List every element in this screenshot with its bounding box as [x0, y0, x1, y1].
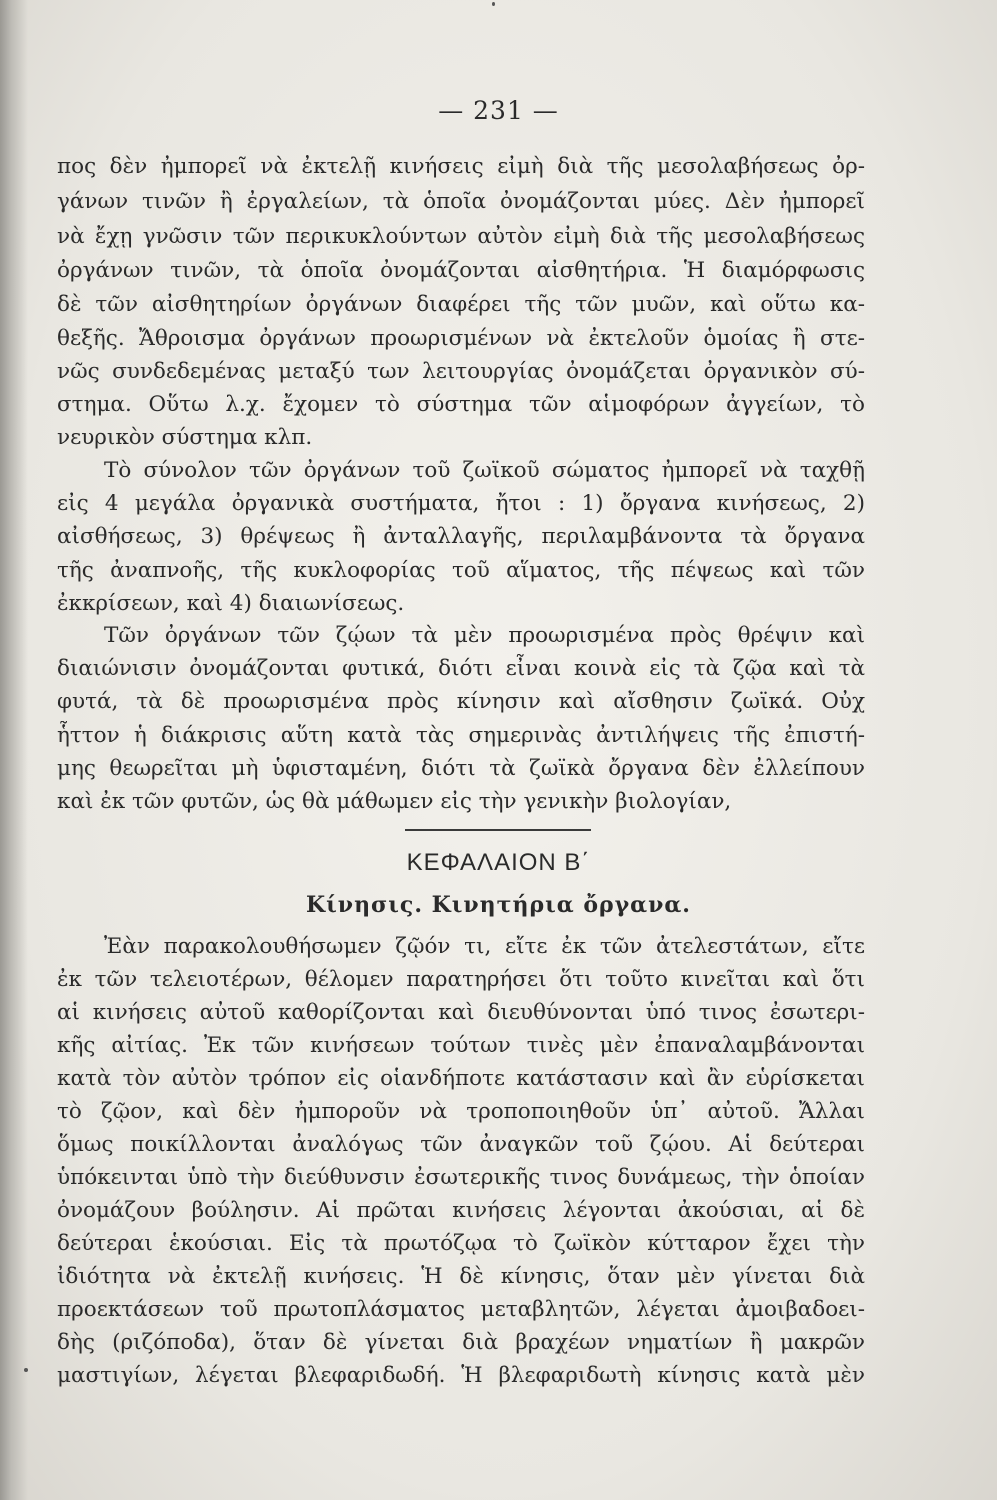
text-line: καὶ ἐκ τῶν φυτῶν, ὡς θὰ μάθωμεν εἰς τὴν γενικὴν βιολογίαν, — [57, 789, 732, 814]
text-line: τῆς ἀναπνοῆς, τῆς κυκλοφορίας τοῦ αἵματος, τῆς πέψεως καὶ τῶν — [57, 558, 865, 583]
section-divider — [405, 829, 591, 831]
text-line: προεκτάσεων τοῦ πρωτοπλάσματος μεταβλητῶν, λέγεται ἀμοιβαδοει- — [57, 1297, 865, 1322]
text-line: ἰδιότητα νὰ ἐκτελῇ κινήσεις. Ἡ δὲ κίνησις, ὅταν μὲν γίνεται διὰ — [57, 1264, 865, 1289]
paragraph-start-line: Τῶν ὀργάνων τῶν ζῴων τὰ μὲν προωρισμένα πρὸς θρέψιν καὶ — [104, 623, 865, 648]
paragraph-start-line: Ἐὰν παρακολουθήσωμεν ζῷόν τι, εἴτε ἐκ τῶν ἀτελεστάτων, εἴτε — [104, 934, 865, 959]
chapter-subtitle: Κίνησις. Κινητήρια ὄργανα. — [306, 892, 691, 918]
text-line: μης θεωρεῖται μὴ ὑφισταμένη, διότι τὰ ζωϊκὰ ὄργανα δὲν ἐλλείπουν — [57, 756, 865, 781]
text-line: θεξῆς. Ἄθροισμα ὀργάνων προωρισμένων νὰ ἐκτελοῦν ὁμοίας ἢ στε- — [57, 326, 865, 351]
text-line: εἰς 4 μεγάλα ὀργανικὰ συστήματα, ἤτοι : 1) ὄργανα κινήσεως, 2) — [57, 491, 865, 516]
text-line: δὴς (ριζόποδα), ὅταν δὲ γίνεται διὰ βραχέων νηματίων ἢ μακρῶν — [57, 1330, 865, 1355]
text-line: ἐκ τῶν τελειοτέρων, θέλομεν παρατηρήσει ὅτι τοῦτο κινεῖται καὶ ὅτι — [57, 967, 865, 992]
text-line: δεύτεραι ἑκούσιαι. Εἰς τὰ πρωτόζῳα τὸ ζωϊκὸν κύτταρον ἔχει τὴν — [57, 1231, 865, 1256]
text-line: ὀργάνων τινῶν, τὰ ὁποῖα ὀνομάζονται αἰσθητήρια. Ἡ διαμόρφωσις — [57, 258, 865, 283]
scan-speck — [492, 2, 495, 6]
chapter-heading: ΚΕΦΑΛΑΙΟΝ Β΄ — [406, 849, 591, 876]
text-line: νῶς συνδεδεμένας μεταξύ των λειτουργίας ὀνομάζεται ὀργανικὸν σύ- — [57, 359, 865, 384]
text-line: φυτά, τὰ δὲ προωρισμένα πρὸς κίνησιν καὶ αἴσθησιν ζωϊκά. Οὐχ — [57, 689, 865, 714]
text-line: αἰσθήσεως, 3) θρέψεως ἢ ἀνταλλαγῆς, περιλαμβάνοντα τὰ ὄργανα — [57, 524, 865, 549]
text-line: ὅμως ποικίλλονται ἀναλόγως τῶν ἀναγκῶν τοῦ ζῴου. Αἱ δεύτεραι — [57, 1132, 865, 1157]
text-line: πος δὲν ἠμπορεῖ νὰ ἐκτελῇ κινήσεις εἰμὴ διὰ τῆς μεσολαβήσεως ὀρ- — [57, 154, 865, 179]
text-line: ἧττον ἡ διάκρισις αὕτη κατὰ τὰς σημερινὰς ἀντιλήψεις τῆς ἐπιστή- — [57, 723, 865, 748]
text-line: ὀνομάζουν βούλησιν. Αἱ πρῶται κινήσεις λέγονται ἀκούσιαι, αἱ δὲ — [57, 1198, 865, 1223]
binding-gutter — [0, 0, 28, 1500]
text-line: νὰ ἔχῃ γνῶσιν τῶν περικυκλούντων αὐτὸν εἰμὴ διὰ τῆς μεσολαβήσεως — [57, 224, 865, 249]
text-line: στημα. Οὕτω λ.χ. ἔχομεν τὸ σύστημα τῶν αἱμοφόρων ἀγγείων, τὸ — [57, 392, 865, 417]
text-line: κατὰ τὸν αὐτὸν τρόπον εἰς οἱανδήποτε κατάστασιν καὶ ἂν εὑρίσκεται — [57, 1066, 865, 1091]
text-line: κῆς αἰτίας. Ἐκ τῶν κινήσεων τούτων τινὲς μὲν ἐπαναλαμβάνονται — [57, 1033, 865, 1058]
text-line: μαστιγίων, λέγεται βλεφαριδωδή. Ἡ βλεφαριδωτὴ κίνησις κατὰ μὲν — [57, 1363, 865, 1388]
text-line: νευρικὸν σύστημα κλπ. — [57, 425, 313, 450]
scan-speck — [24, 1368, 28, 1372]
text-line: αἱ κινήσεις αὐτοῦ καθορίζονται καὶ διευθύνονται ὑπό τινος ἐσωτερι- — [57, 1000, 865, 1025]
text-line: τὸ ζῷον, καὶ δὲν ἠμποροῦν νὰ τροποποιηθοῦν ὑπ᾽ αὐτοῦ. Ἄλλαι — [57, 1099, 865, 1124]
paragraph-start-line: Τὸ σύνολον τῶν ὀργάνων τοῦ ζωϊκοῦ σώματος ἠμπορεῖ νὰ ταχθῇ — [104, 458, 865, 483]
text-line: διαιώνισιν ὀνομάζονται φυτικά, διότι εἶναι κοινὰ εἰς τὰ ζῷα καὶ τὰ — [57, 656, 865, 681]
text-line: γάνων τινῶν ἢ ἐργαλείων, τὰ ὁποῖα ὀνομάζονται μύες. Δὲν ἠμπορεῖ — [57, 189, 865, 214]
text-line: δὲ τῶν αἰσθητηρίων ὀργάνων διαφέρει τῆς τῶν μυῶν, καὶ οὕτω κα- — [57, 292, 865, 317]
text-line: ἐκκρίσεων, καὶ 4) διαιωνίσεως. — [57, 591, 405, 616]
page-number: — 231 — — [438, 96, 559, 125]
text-line: ὑπόκεινται ὑπὸ τὴν διεύθυνσιν ἐσωτερικῆς τινος δυνάμεως, τὴν ὁποίαν — [57, 1165, 865, 1190]
